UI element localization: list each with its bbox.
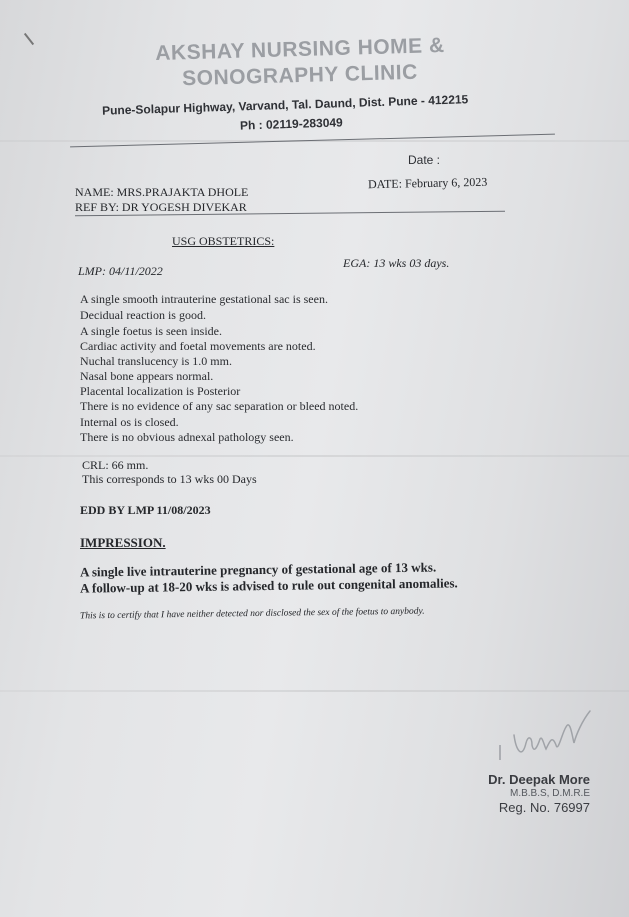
finding-item: Internal os is closed. [80, 415, 179, 429]
impression-line-1: A single live intrauterine pregnancy of gestational age of 13 wks. [79, 559, 437, 580]
finding-item: Cardiac activity and foetal movements are noted. [80, 339, 316, 353]
date-label: Date : [408, 153, 441, 167]
report-title: USG OBSTETRICS: [172, 234, 275, 248]
doctor-name: Dr. Deepak More [488, 772, 590, 787]
paper-crease [0, 455, 629, 457]
crl-correspondence: This corresponds to 13 wks 00 Days [82, 472, 257, 486]
paper-crease [0, 690, 629, 692]
finding-item: There is no obvious adnexal pathology seen. [80, 430, 294, 444]
finding-item: Nasal bone appears normal. [80, 369, 214, 383]
finding-item: There is no evidence of any sac separation or bleed noted. [80, 399, 359, 413]
impression-line-2: A follow-up at 18-20 wks is advised to rule out congenital anomalies. [79, 575, 458, 596]
crl-value: CRL: 66 mm. [82, 458, 149, 472]
referring-doctor: REF BY: DR YOGESH DIVEKAR [75, 200, 247, 214]
certification-note: This is to certify that I have neither detected nor disclosed the sex of the foetus to anybody. [79, 606, 425, 622]
patient-name: NAME: MRS.PRAJAKTA DHOLE [75, 185, 249, 199]
edd-value: EDD BY LMP 11/08/2023 [80, 503, 211, 517]
impression-title: IMPRESSION. [80, 535, 166, 550]
finding-item: Nuchal translucency is 1.0 mm. [80, 354, 232, 368]
report-date: DATE: February 6, 2023 [367, 174, 488, 192]
clinic-name-line2: SONOGRAPHY CLINIC [181, 60, 419, 91]
clinic-address: Pune-Solapur Highway, Varvand, Tal. Daund, Dist. Pune - 412215 [101, 92, 469, 118]
lmp-value: LMP: 04/11/2022 [78, 264, 163, 278]
doctor-signature-block [460, 772, 590, 815]
doctor-qualification: M.B.B.S, D.M.R.E [509, 788, 590, 799]
ega-value: EGA: 13 wks 03 days. [343, 256, 450, 270]
clinic-phone: Ph : 02119-283049 [239, 115, 343, 133]
finding-item: A single foetus is seen inside. [80, 324, 222, 338]
doctor-registration: Reg. No. 76997 [498, 800, 590, 815]
clinic-name-line1: AKSHAY NURSING HOME & [155, 33, 445, 66]
finding-item: Decidual reaction is good. [80, 308, 206, 322]
finding-item: A single smooth intrauterine gestational sac is seen. [80, 292, 328, 306]
pen-mark [24, 33, 34, 45]
finding-item: Placental localization is Posterior [80, 384, 241, 398]
signature-icon [492, 705, 602, 775]
